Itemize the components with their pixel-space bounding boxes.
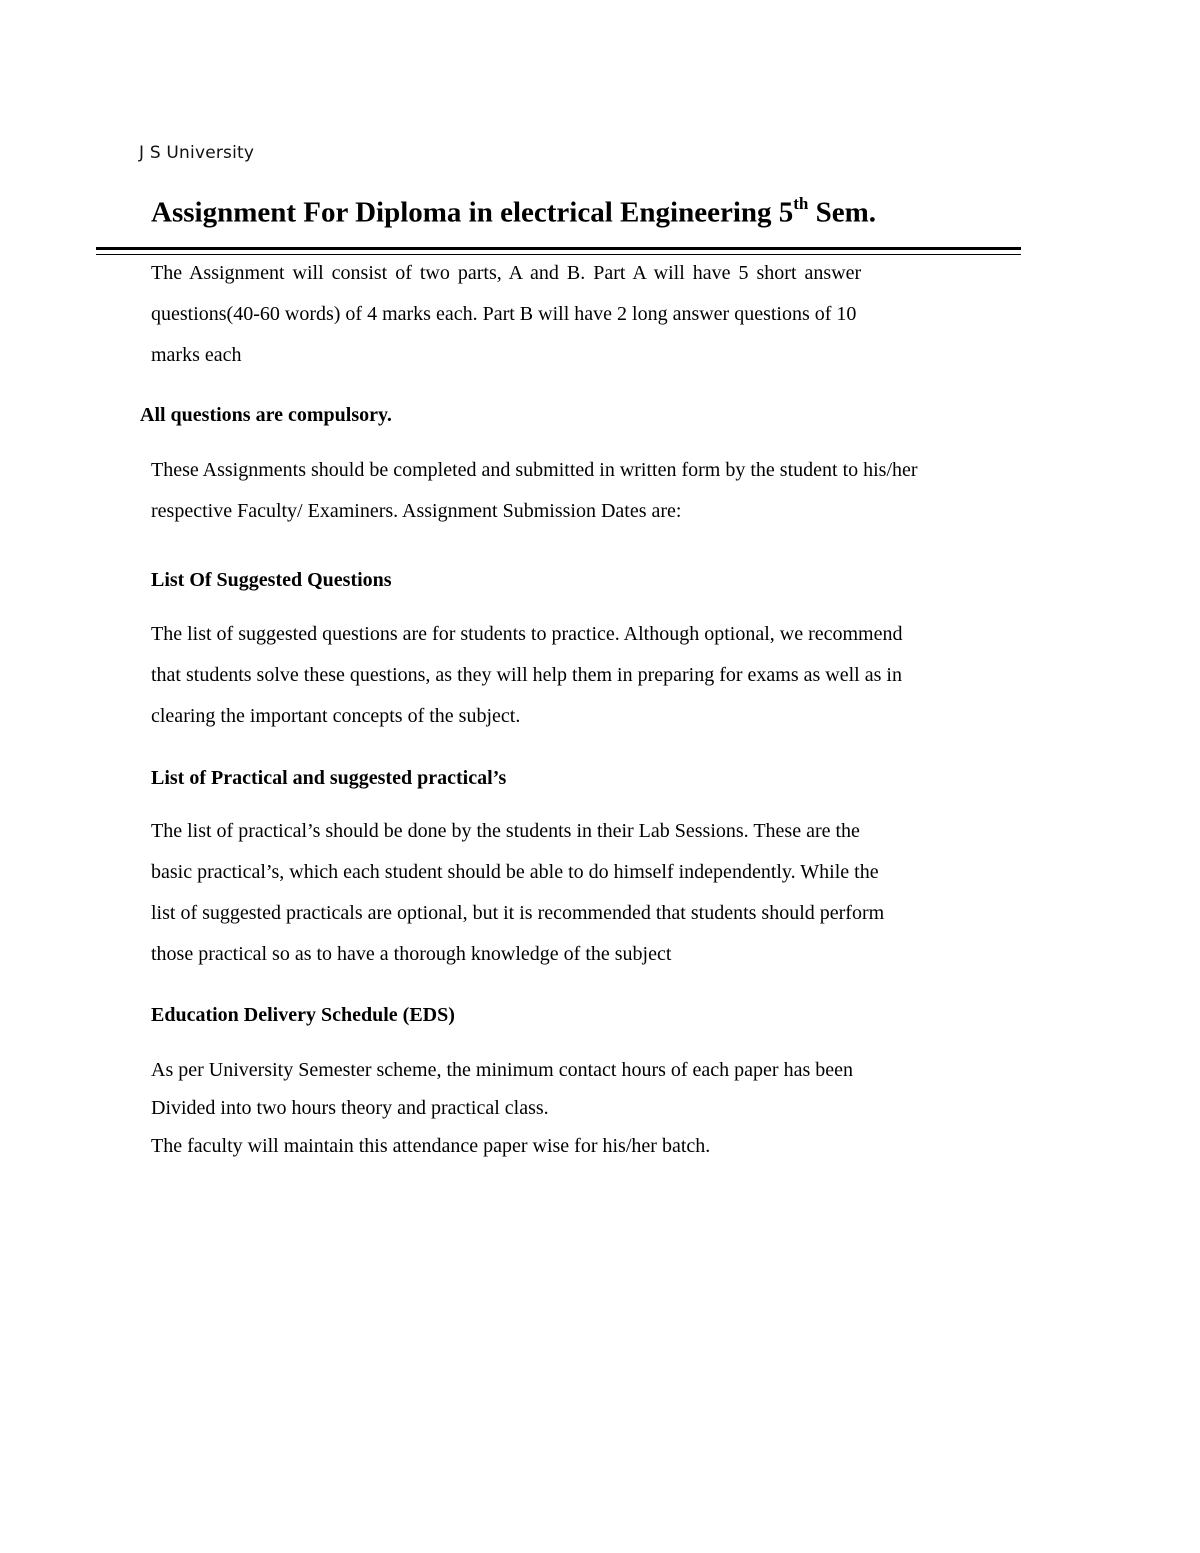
- document-title: [151, 196, 876, 230]
- eds-line: The faculty will maintain this attendance paper wise for his/her batch.: [151, 1135, 711, 1157]
- title-suffix: Sem.: [808, 196, 877, 229]
- eds-line: Divided into two hours theory and practical class.: [151, 1097, 549, 1119]
- practicals-heading: List of Practical and suggested practical’s: [151, 767, 507, 789]
- eds-heading: Education Delivery Schedule (EDS): [151, 1004, 455, 1026]
- title-main: Assignment For Diploma in electrical Engineering 5: [151, 196, 794, 229]
- submission-line: respective Faculty/ Examiners. Assignment Submission Dates are:: [151, 500, 682, 522]
- suggested-questions-line: clearing the important concepts of the subject.: [151, 705, 521, 727]
- intro-paragraph: [151, 253, 1061, 376]
- university-header: J S University: [139, 143, 255, 163]
- intro-line: questions(40-60 words) of 4 marks each. Part B will have 2 long answer questions of 10: [151, 303, 857, 325]
- practicals-line: basic practical’s, which each student should be able to do himself independently. While the: [151, 861, 879, 883]
- compulsory-heading: All questions are compulsory.: [140, 404, 392, 426]
- practicals-line: those practical so as to have a thorough knowledge of the subject: [151, 943, 672, 965]
- submission-paragraph: [151, 450, 1061, 532]
- eds-paragraph: [151, 1051, 1061, 1165]
- suggested-questions-paragraph: [151, 614, 1061, 737]
- practicals-paragraph: [151, 811, 1061, 975]
- suggested-questions-heading: List Of Suggested Questions: [151, 569, 392, 591]
- intro-line: The Assignment will consist of two parts, A and B. Part A will have 5 short answer: [151, 262, 862, 284]
- suggested-questions-line: The list of suggested questions are for students to practice. Although optional, we recommend: [151, 623, 903, 645]
- submission-line: These Assignments should be completed and submitted in written form by the student to his/her: [151, 459, 918, 481]
- intro-line: marks each: [151, 344, 242, 366]
- title-superscript: th: [793, 194, 809, 213]
- practicals-line: list of suggested practicals are optional, but it is recommended that students should perform: [151, 902, 885, 924]
- eds-line: As per University Semester scheme, the minimum contact hours of each paper has been: [151, 1059, 854, 1081]
- title-rule-thick: [96, 247, 1021, 250]
- practicals-line: The list of practical’s should be done by the students in their Lab Sessions. These are the: [151, 820, 860, 842]
- suggested-questions-line: that students solve these questions, as they will help them in preparing for exams as well as in: [151, 664, 902, 686]
